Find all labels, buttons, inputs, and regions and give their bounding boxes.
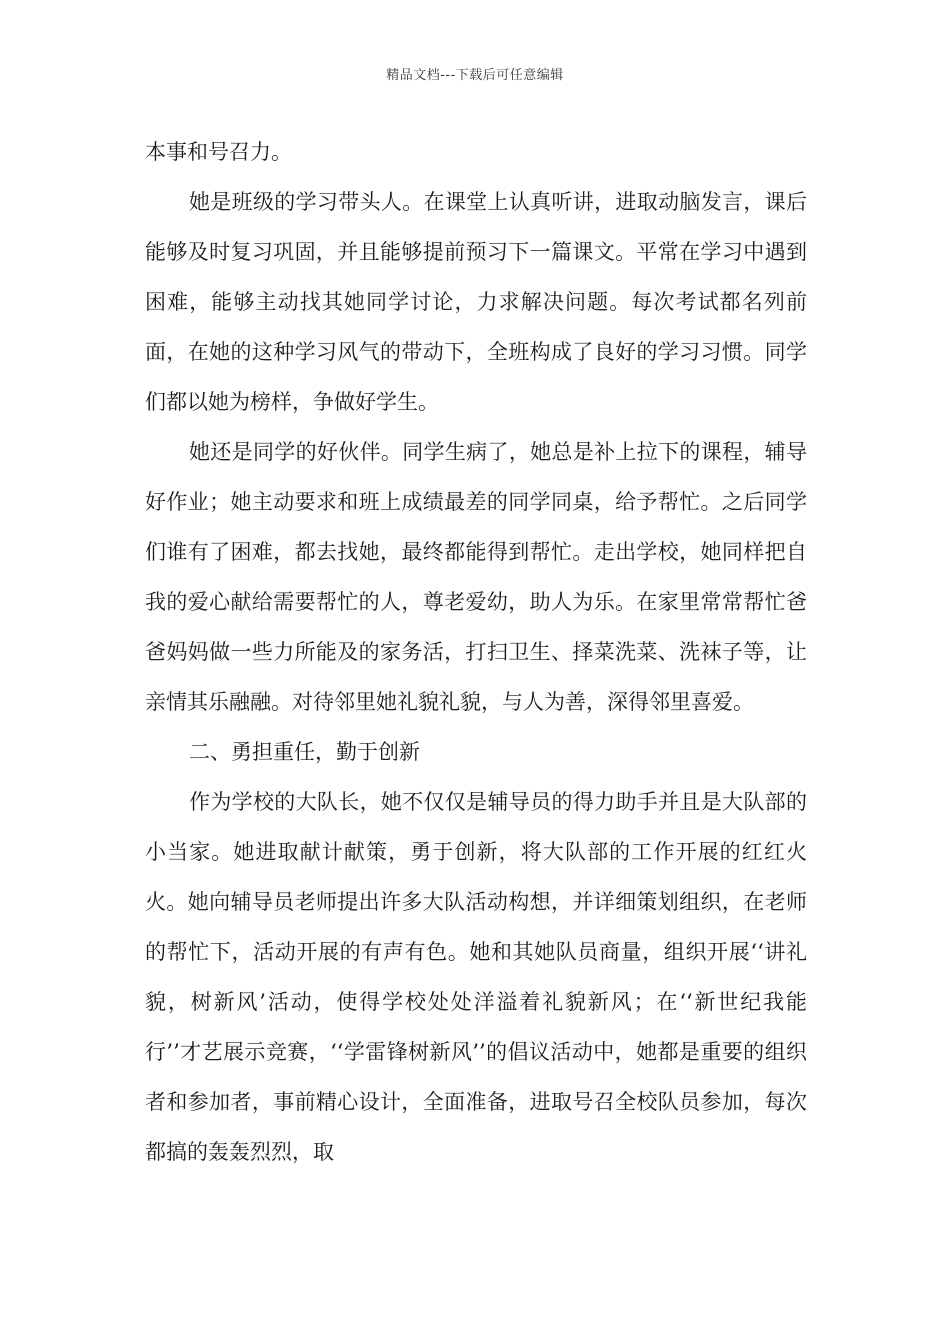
- document-body: [145, 127, 807, 1177]
- section-heading: 二、勇担重任，勤于创新: [189, 740, 420, 764]
- paragraph-good-partner: 她还是同学的好伙伴。同学生病了，她总是补上拉下的课程，辅导好作业；她主动要求和班上成绩最差的同学同桌，给予帮忙。之后同学们谁有了困难，都去找她，最终都能得到帮忙。走出学校，她同样把自我的爱心献给需要帮忙的人，尊老爱幼，助人为乐。在家里常常帮忙爸爸妈妈做一些力所能及的家务活，打扫卫生、择菜洗菜、洗袜子等，让亲情其乐融融。对待邻里她礼貌礼貌，与人为善，深得邻里喜爱。: [145, 440, 807, 714]
- paragraph-continuation: 本事和号召力。: [145, 140, 292, 164]
- page-header: 精品文档---下载后可任意编辑: [386, 68, 564, 83]
- paragraph-brigade-leader: 作为学校的大队长，她不仅仅是辅导员的得力助手并且是大队部的小当家。她进取献计献策，勇于创新，将大队部的工作开展的红红火火。她向辅导员老师提出许多大队活动构想，并详细策划组织，在老师的帮忙下，活动开展的有声有色。她和其她队员商量，组织开展‘‘讲礼貌，树新风’活动，使得学校处处洋溢着礼貌新风；在‘‘新世纪我能行’’才艺展示竞赛，‘‘学雷锋树新风’’的倡议活动中，她都是重要的组织者和参加者，事前精心设计，全面准备，进取号召全校队员参加，每次都搞的轰轰烈烈，取: [145, 790, 807, 1164]
- paragraph-study-leader: 她是班级的学习带头人。在课堂上认真听讲，进取动脑发言，课后能够及时复习巩固，并且能够提前预习下一篇课文。平常在学习中遇到困难，能够主动找其她同学讨论，力求解决问题。每次考试都名列前面，在她的这种学习风气的带动下，全班构成了良好的学习习惯。同学们都以她为榜样，争做好学生。: [145, 190, 807, 414]
